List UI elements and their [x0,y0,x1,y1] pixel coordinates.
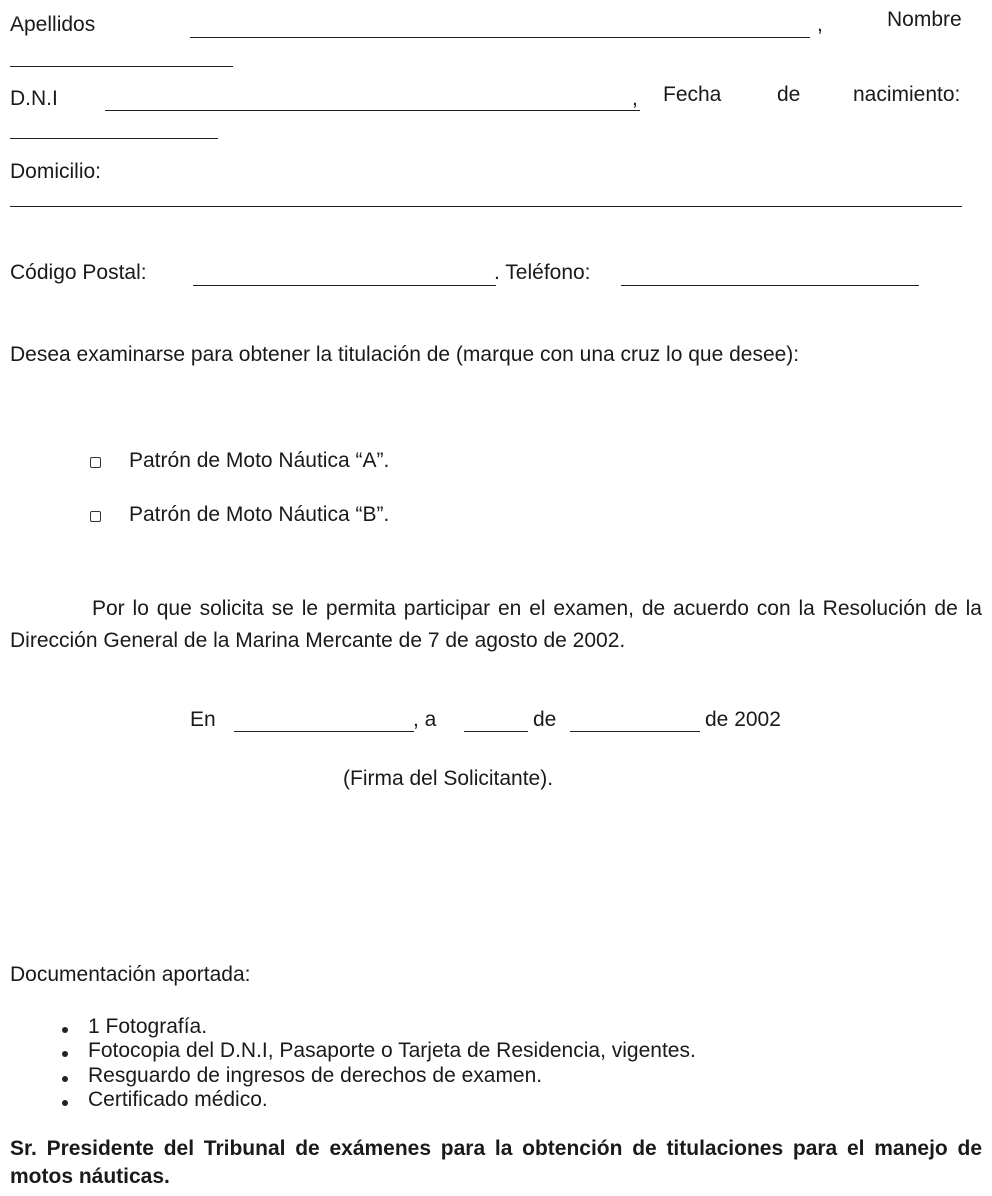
bullet-icon [62,1051,68,1057]
date-day-field[interactable] [464,731,528,732]
date-place-field[interactable] [234,731,414,732]
codigo-postal-label: Código Postal: [10,261,147,284]
dni-label: D.N.I [10,87,58,110]
date-en-label: En [190,708,216,731]
telefono-label: . Teléfono: [494,261,591,284]
documentation-item: Fotocopia del D.N.I, Pasaporte o Tarjeta de Residencia, vigentes. [88,1039,696,1062]
domicilio-label: Domicilio: [10,160,102,183]
documentation-item: Resguardo de ingresos de derechos de examen. [88,1064,543,1087]
nombre-field[interactable] [10,66,233,67]
apellidos-field[interactable] [190,37,810,38]
comma: , [632,87,638,110]
fecha-label-word: nacimiento: [853,83,961,106]
checkbox-option-b[interactable] [90,511,101,522]
date-month-field[interactable] [570,731,700,732]
date-a-label: , a [413,708,437,731]
domicilio-field[interactable] [10,206,962,207]
comma: , [817,13,823,36]
bullet-icon [62,1027,68,1033]
date-year-label: de 2002 [705,708,781,731]
codigo-postal-field[interactable] [193,285,496,286]
date-de-label: de [533,708,557,731]
checkbox-option-a[interactable] [90,457,101,468]
request-paragraph: Por lo que solicita se le permita participar en el examen, de acuerdo con la Resolución de la Dirección General de la Marina Mercante de 7 de agosto de 2002. [10,597,982,652]
documentation-item: Certificado médico. [88,1088,268,1111]
bullet-icon [62,1076,68,1082]
apellidos-label: Apellidos [10,13,96,36]
fecha-label-word: Fecha [663,83,722,106]
dni-field[interactable] [105,110,640,111]
nombre-label: Nombre [887,8,962,31]
signature-label: (Firma del Solicitante). [343,767,554,790]
addressee: Sr. Presidente del Tribunal de exámenes para la obtención de titulaciones para el manejo de motos náuticas. [10,1137,982,1188]
documentation-heading: Documentación aportada: [10,963,251,986]
exam-option-b: Patrón de Moto Náutica “B”. [129,503,390,526]
exam-option-a: Patrón de Moto Náutica “A”. [129,449,390,472]
bullet-icon [62,1100,68,1106]
exam-intro: Desea examinarse para obtener la titulación de (marque con una cruz lo que desee): [10,343,800,366]
telefono-field[interactable] [621,285,919,286]
fecha-label-word: de [777,83,801,106]
documentation-item: 1 Fotografía. [88,1015,208,1038]
fecha-nacimiento-field[interactable] [10,138,218,139]
